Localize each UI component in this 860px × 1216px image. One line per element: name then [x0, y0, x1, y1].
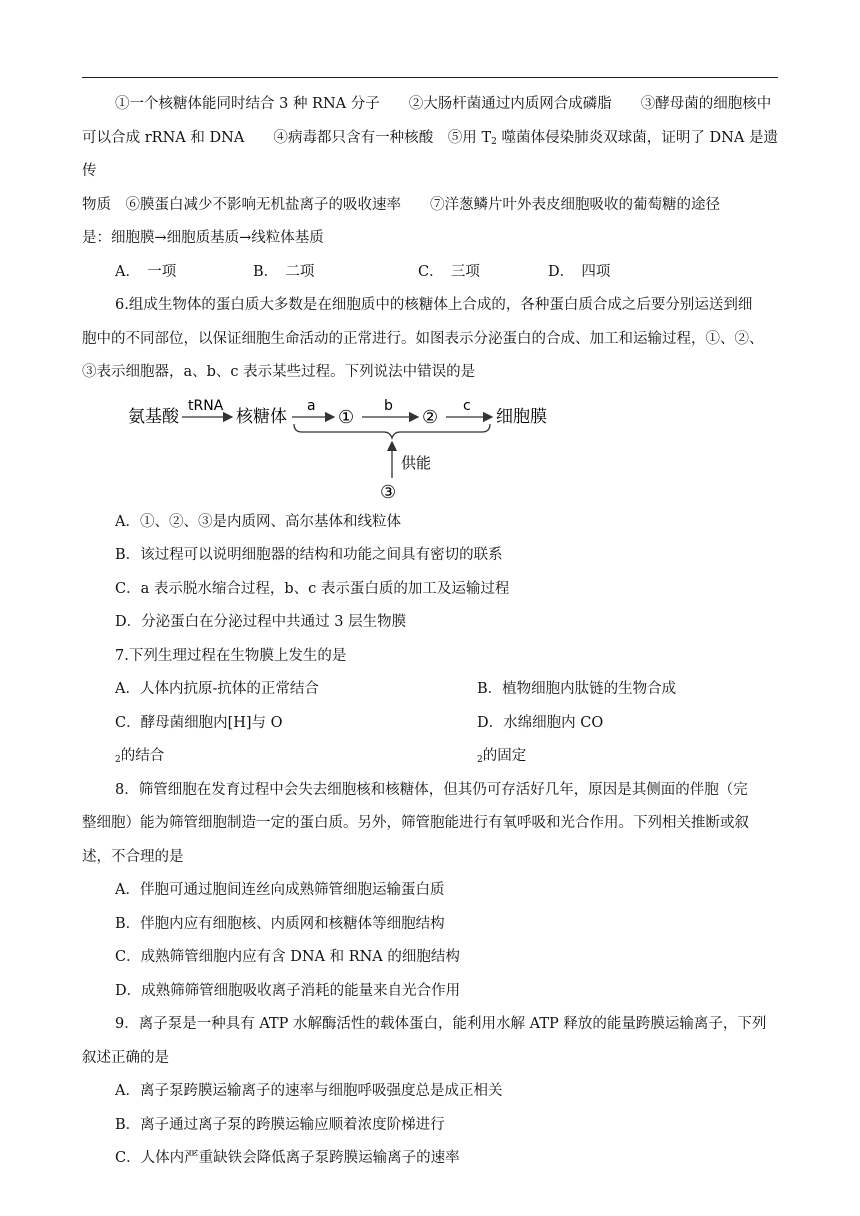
q7-option-d[interactable]: [477, 707, 839, 774]
exam-page: [82, 88, 778, 1176]
diagram-organelle-1: ①: [338, 406, 355, 428]
diagram-brace: [294, 424, 490, 438]
q7-option-c[interactable]: [115, 707, 477, 774]
q6-stem-line3: ③表示细胞器，a、b、c 表示某些过程。下列说法中错误的是: [82, 364, 476, 380]
q6-option-d[interactable]: D．分泌蛋白在分泌过程中共通过 3 层生物膜: [115, 614, 407, 630]
diagram-energy-label: 供能: [401, 453, 432, 472]
q7-option-d-post: 的固定: [482, 748, 527, 764]
q6-option-c[interactable]: C．a 表示脱水缩合过程，b、c 表示蛋白质的加工及运输过程: [115, 580, 510, 597]
q7-option-c-pre: C．酵母菌细胞内[H]与 O: [115, 714, 283, 731]
q7-option-b[interactable]: B．植物细胞内肽链的生物合成: [477, 681, 677, 697]
q5-option-d[interactable]: D． 四项: [548, 263, 611, 280]
q7-option-a[interactable]: A．人体内抗原-抗体的正常结合: [115, 681, 319, 697]
q8-option-a[interactable]: A．伴胞可通过胞间连丝向成熟筛管细胞运输蛋白质: [115, 882, 445, 898]
q5-options: [82, 256, 778, 290]
top-rule: [82, 77, 778, 78]
q5-statements-line1: ①一个核糖体能同时结合 3 种 RNA 分子 ②大肠杆菌通过内质网合成磷脂 ③酵母菌的细胞核中: [115, 96, 772, 112]
q5-statements-line2: [82, 122, 778, 189]
q5-statements-line4: 是：细胞膜→细胞质基质→线粒体基质: [82, 230, 324, 246]
diagram-label-c: c: [463, 397, 471, 414]
diagram-svg: [122, 394, 582, 506]
diagram-ribosome: 核糖体: [236, 406, 287, 427]
q5-statements-line3: 物质 ⑥膜蛋白减少不影响无机盐离子的吸收速率 ⑦洋葱鳞片叶外表皮细胞吸收的葡萄糖的途径: [82, 196, 720, 213]
q5-line2-post: 噬菌体侵染肺炎双球菌，证明了 DNA 是遗传: [82, 129, 778, 179]
q5-option-a[interactable]: A． 一项: [115, 263, 177, 280]
diagram-amino-acid: 氨基酸: [128, 406, 179, 427]
q6-option-b[interactable]: B．该过程可以说明细胞器的结构和功能之间具有密切的联系: [115, 547, 503, 563]
question-5: [82, 88, 778, 289]
q5-option-c[interactable]: C． 三项: [418, 263, 480, 280]
q6-stem-line1: 6.组成生物体的蛋白质大多数是在细胞质中的核糖体上合成的，各种蛋白质合成之后要分别运送到细: [115, 297, 753, 313]
q7-option-c-sub: 2: [115, 755, 121, 765]
q7-options-row2: [82, 707, 778, 774]
q7-option-c-post: 的结合: [120, 748, 165, 764]
q5-line2-pre: 可以合成 rRNA 和 DNA ④病毒都只含有一种核酸 ⑤用 T: [82, 129, 492, 146]
diagram-label-b: b: [384, 397, 393, 414]
q9-stem-line1: 9．离子泵是一种具有 ATP 水解酶活性的载体蛋白，能利用水解 ATP 释放的能量跨膜运输离子，下列: [115, 1016, 767, 1032]
q9-option-a[interactable]: A．离子泵跨膜运输离子的速率与细胞呼吸强度总是成正相关: [115, 1083, 503, 1099]
question-9: [82, 1008, 778, 1176]
q9-option-c[interactable]: C．人体内严重缺铁会降低离子泵跨膜运输离子的速率: [115, 1150, 460, 1166]
question-8: [82, 774, 778, 1009]
diagram-trna-label: tRNA: [188, 397, 224, 414]
question-6: [82, 289, 778, 640]
q5-option-b[interactable]: B． 二项: [253, 263, 315, 280]
q8-option-c[interactable]: C．成熟筛管细胞内应有含 DNA 和 RNA 的细胞结构: [115, 949, 460, 965]
q8-option-b[interactable]: B．伴胞内应有细胞核、内质网和核糖体等细胞结构: [115, 915, 445, 932]
q8-option-d[interactable]: D．成熟筛筛管细胞吸收离子消耗的能量来自光合作用: [115, 982, 461, 999]
diagram-label-a: a: [307, 397, 316, 414]
q8-stem-line1: 8．筛管细胞在发育过程中会失去细胞核和核糖体，但其仍可存活好几年，原因是其侧面的伴胞（完: [115, 781, 748, 798]
q8-stem-line2: 整细胞）能为筛管细胞制造一定的蛋白质。另外，筛管胞能进行有氧呼吸和光合作用。下列相关推断或叙: [82, 815, 749, 831]
q7-stem: 7.下列生理过程在生物膜上发生的是: [115, 647, 347, 664]
q9-option-b[interactable]: B．离子通过离子泵的跨膜运输应顺着浓度阶梯进行: [115, 1116, 445, 1133]
diagram-organelle-3: ③: [380, 481, 397, 503]
diagram-organelle-2: ②: [422, 406, 439, 428]
diagram-cell-membrane: 细胞膜: [496, 406, 547, 427]
q7-option-d-pre: D．水绵细胞内 CO: [477, 714, 604, 731]
q9-stem-line2: 叙述正确的是: [82, 1049, 169, 1066]
q8-stem-line3: 述，不合理的是: [82, 848, 184, 865]
q7-option-d-sub: 2: [477, 755, 483, 765]
question-7: [82, 640, 778, 774]
q6-option-a[interactable]: A．①、②、③是内质网、高尔基体和线粒体: [115, 513, 401, 530]
q6-stem-line2: 胞中的不同部位，以保证细胞生命活动的正常进行。如图表示分泌蛋白的合成、加工和运输过程，①、②、: [82, 330, 764, 347]
q7-options-row1: [82, 673, 778, 707]
q5-line2-sub: 2: [491, 136, 497, 147]
secretory-protein-diagram: [82, 394, 778, 506]
